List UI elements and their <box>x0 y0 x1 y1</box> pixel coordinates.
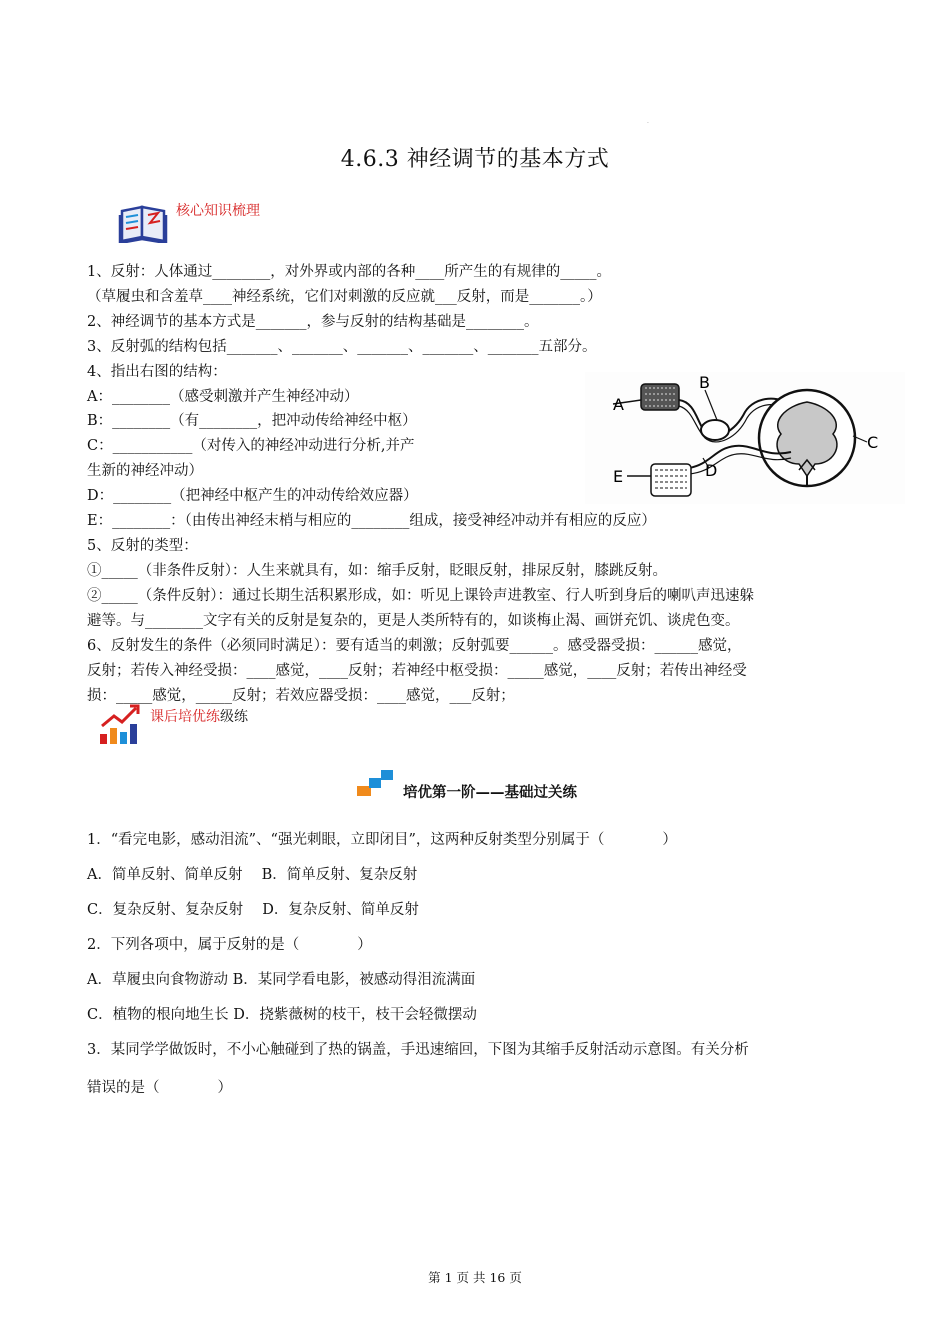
section-heading-core <box>118 200 260 244</box>
effector-block <box>651 464 691 496</box>
section-heading-after <box>98 704 248 746</box>
text-line: 6、反射发生的条件（必须同时满足）：要有适当的刺激；反射弧要______。感受器受损：______感觉， <box>87 638 742 654</box>
growth-chart-icon <box>98 704 144 746</box>
text-line: 生新的神经冲动） <box>87 463 203 479</box>
question-line: 2．下列各项中，属于反射的是（ ） <box>87 937 372 953</box>
steps-icon <box>355 768 395 798</box>
question-option: A．草履虫向食物游动 B．某同学看电影，被感动得泪流满面 <box>87 972 476 988</box>
question-option: C．植物的根向地生长 D．挠紫薇树的枝干，枝干会轻微摆动 <box>87 1007 477 1023</box>
text-line: （草履虫和含羞草____神经系统，它们对刺激的反应就___反射，而是_______。） <box>87 289 602 305</box>
text-line: ②_____（条件反射）：通过长期生活积累形成，如：听见上课铃声进教室、行人听到身后的喇叭声迅速躲 <box>87 588 754 604</box>
stage-title: 培优第一阶——基础过关练 <box>403 785 577 801</box>
question-line: 3．某同学学做饭时，不小心触碰到了热的锅盖，手迅速缩回，下图为其缩手反射活动示意图。有关分析 <box>87 1042 749 1058</box>
text-line: 1、反射：人体通过________，对外界或内部的各种____所产生的有规律的_____。 <box>87 264 611 280</box>
text-line: 5、反射的类型： <box>87 538 198 554</box>
receptor-block <box>641 384 679 410</box>
text-line: B：________（有________，把冲动传给神经中枢） <box>87 413 417 429</box>
text-line: 损：_____感觉，_____反射；若效应器受损：____感觉，___反射； <box>87 688 515 704</box>
label-d: D <box>705 461 718 480</box>
label-a: A <box>613 395 624 414</box>
question-option: A．简单反射、简单反射 B．简单反射、复杂反射 <box>87 867 418 883</box>
page-footer: 第 1 页 共 16 页 <box>428 1270 522 1285</box>
question-option: C．复杂反射、复杂反射 D．复杂反射、简单反射 <box>87 902 419 918</box>
text-line: ①_____（非条件反射）：人生来就具有，如：缩手反射，眨眼反射，排尿反射，膝跳反射。 <box>87 563 667 579</box>
text-line: C：___________（对传入的神经冲动进行分析,并产 <box>87 438 415 454</box>
book-icon <box>118 201 168 243</box>
text-line: 2、神经调节的基本方式是_______，参与反射的结构基础是________。 <box>87 314 539 330</box>
question-line: 错误的是（ ） <box>87 1080 232 1096</box>
section-core-label: 核心知识梳理 <box>176 203 260 219</box>
reflex-arc-diagram <box>585 372 905 504</box>
ganglion <box>701 420 729 440</box>
question-line: 1．“看完电影，感动泪流”、“强光刺眼，立即闭目”，这两种反射类型分别属于（ ） <box>87 832 677 848</box>
label-c: C <box>867 433 879 452</box>
text-line: 避等。与________文字有关的反射是复杂的，更是人类所特有的，如谈梅止渴、画饼充饥、谈虎色变。 <box>87 613 740 629</box>
stage-heading <box>355 768 577 801</box>
page-title: 4.6.3 神经调节的基本方式 <box>340 147 610 172</box>
text-line: A：________（感受刺激并产生神经冲动） <box>87 389 359 405</box>
text-line: E：________：（由传出神经末梢与相应的________组成，接受神经冲动并有相应的反应） <box>87 513 656 529</box>
spinal-cord <box>759 390 855 486</box>
scan-dot: · <box>647 120 649 127</box>
text-line: 反射；若传入神经受损：____感觉，____反射；若神经中枢受损：_____感觉，____反射；若传出神经受 <box>87 663 747 679</box>
label-b: B <box>699 373 710 392</box>
text-line: D：________（把神经中枢产生的冲动传给效应器） <box>87 488 418 504</box>
label-e: E <box>613 467 624 486</box>
section-after-label: 课后培优练级练 <box>150 709 248 725</box>
text-line: 4、指出右图的结构： <box>87 364 227 380</box>
text-line: 3、反射弧的结构包括_______、_______、_______、_______、_______五部分。 <box>87 339 597 355</box>
